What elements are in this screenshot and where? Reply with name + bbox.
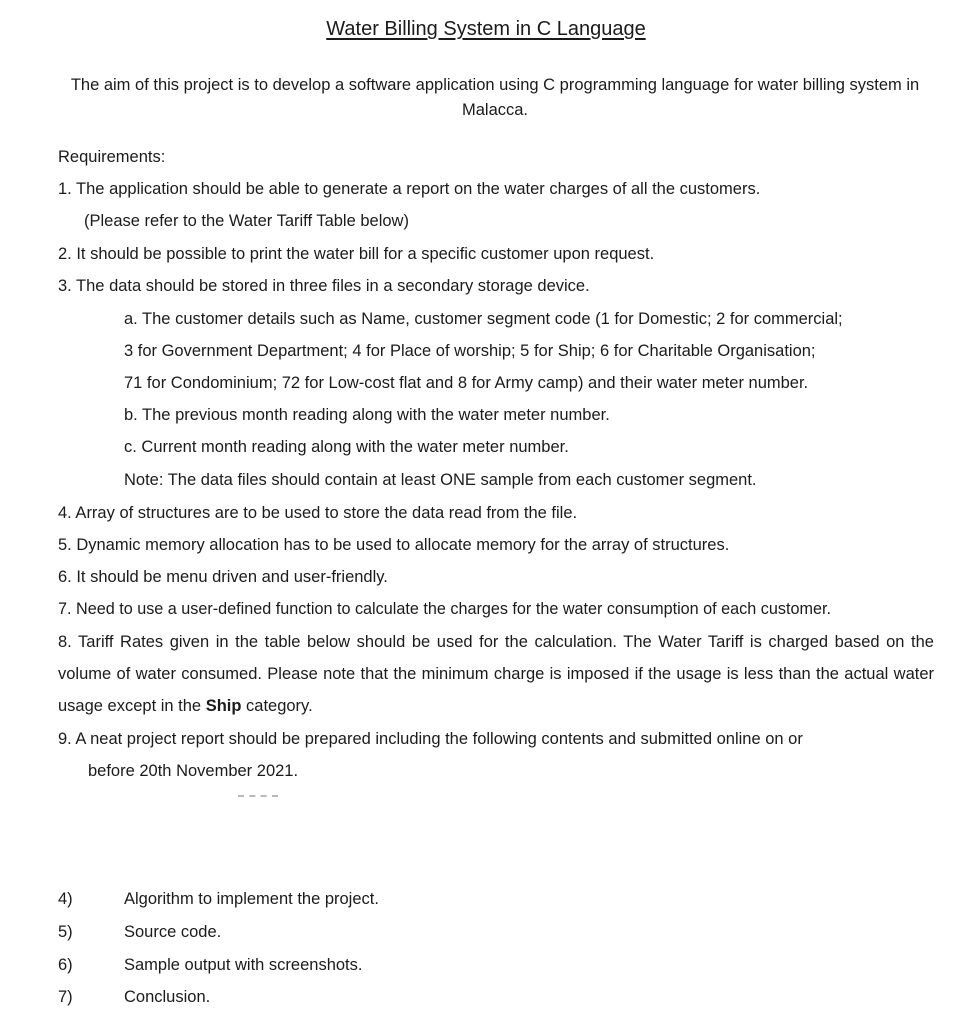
requirement-1-note: (Please refer to the Water Tariff Table below) [84, 212, 409, 230]
requirement-3a-line-1: a. The customer details such as Name, customer segment code (1 for Domestic; 2 for commercial; [124, 310, 843, 328]
requirement-3b: b. The previous month reading along with the water meter number. [124, 406, 610, 424]
dashed-divider [238, 795, 278, 797]
requirement-1: 1. The application should be able to generate a report on the water charges of all the customers. [58, 180, 761, 198]
requirement-8-text-end: category. [241, 697, 313, 715]
requirement-8 [58, 626, 934, 722]
requirement-5: 5. Dynamic memory allocation has to be used to allocate memory for the array of structures. [58, 536, 730, 554]
requirement-4: 4. Array of structures are to be used to store the data read from the file. [58, 504, 578, 522]
requirement-9-line-1: 9. A neat project report should be prepared including the following contents and submitted online on or [58, 730, 803, 748]
requirement-7: 7. Need to use a user-defined function to calculate the charges for the water consumption of each customer. [58, 600, 831, 618]
contents-number: 4) [58, 890, 73, 908]
requirement-8-text: 8. Tariff Rates given in the table below should be used for the calculation. The Water Tariff is charged based on the volume of water consumed. Please note that the minimum charge is imposed if the usage is less than the actual water usage except in the [58, 633, 934, 715]
contents-item: Sample output with screenshots. [124, 956, 363, 974]
requirement-3: 3. The data should be stored in three files in a secondary storage device. [58, 277, 590, 295]
requirement-3a-line-3: 71 for Condominium; 72 for Low-cost flat and 8 for Army camp) and their water meter number. [124, 374, 809, 392]
requirements-heading: Requirements: [58, 148, 166, 166]
contents-number: 5) [58, 923, 73, 941]
requirement-6: 6. It should be menu driven and user-friendly. [58, 568, 388, 586]
contents-item: Conclusion. [124, 988, 211, 1006]
requirement-2: 2. It should be possible to print the water bill for a specific customer upon request. [58, 245, 655, 263]
ship-category-emphasis: Ship [205, 697, 242, 715]
contents-item: Source code. [124, 923, 222, 941]
requirement-3a-line-2: 3 for Government Department; 4 for Place of worship; 5 for Ship; 6 for Charitable Organisation; [124, 342, 816, 360]
contents-number: 6) [58, 956, 73, 974]
requirement-9-line-2: before 20th November 2021. [88, 762, 299, 780]
document-title: Water Billing System in C Language [326, 18, 646, 40]
contents-number: 7) [58, 988, 73, 1006]
contents-item: Algorithm to implement the project. [124, 890, 379, 908]
intro-paragraph: The aim of this project is to develop a software application using C programming language for water billing system in Malacca. [70, 76, 920, 119]
requirement-3-note: Note: The data files should contain at least ONE sample from each customer segment. [124, 471, 757, 489]
requirement-3c: c. Current month reading along with the water meter number. [124, 438, 569, 456]
